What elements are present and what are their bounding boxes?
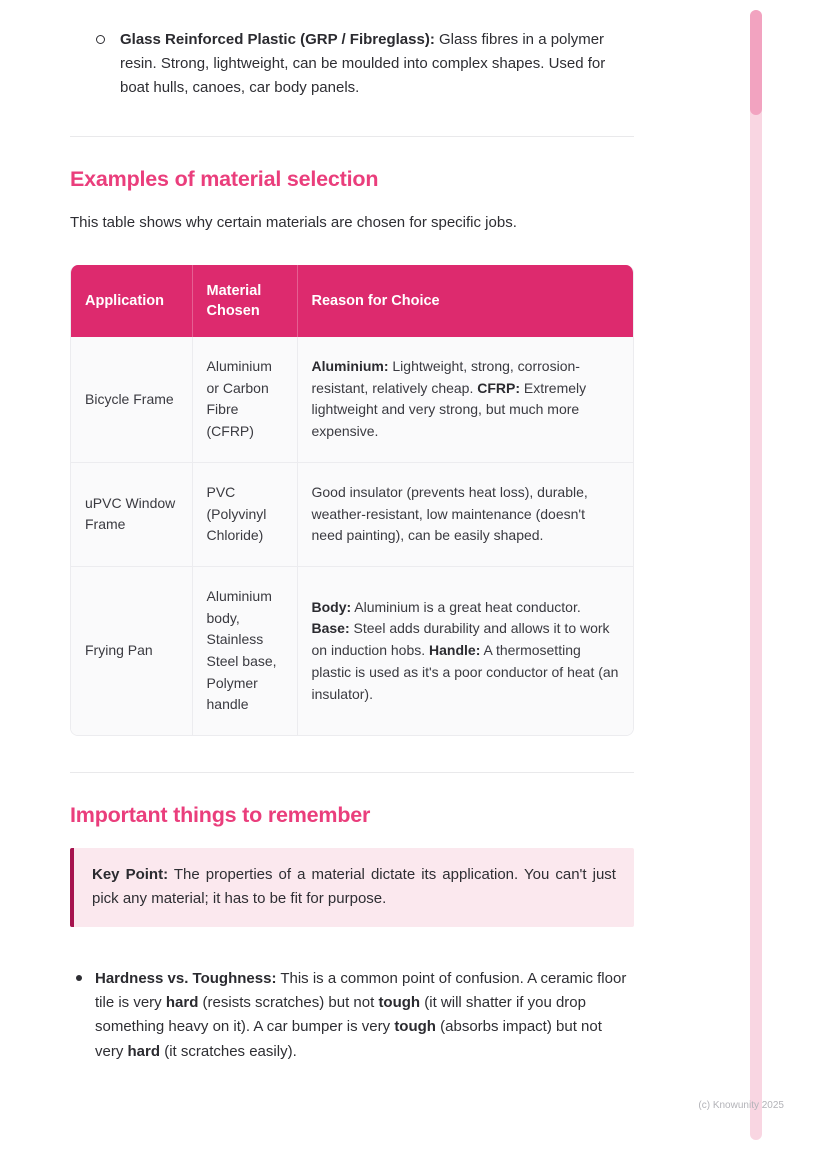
cell-material: PVC (Polyvinyl Chloride) [192, 462, 297, 566]
scrollbar-thumb[interactable] [750, 10, 762, 115]
document-content [70, 28, 634, 1064]
section-heading-examples: Examples of material selection [70, 167, 379, 191]
divider [70, 772, 634, 773]
cell-reason: Good insulator (prevents heat loss), durable, weather-resistant, low maintenance (doesn't need painting), can be easily shaped. [297, 462, 633, 566]
disc-bullet-marker [76, 975, 82, 981]
grp-bullet-text: Glass Reinforced Plastic (GRP / Fibreglass): Glass fibres in a polymer resin. Strong, lightweight, can be moulded into complex shapes. Used for boat hulls, canoes, car body panels. [120, 31, 606, 96]
cell-application: uPVC Window Frame [71, 462, 192, 566]
cell-material: Aluminium body, Stainless Steel base, Polymer handle [192, 566, 297, 735]
table-row [71, 337, 633, 462]
cell-reason: Body: Aluminium is a great heat conductor. Base: Steel adds durability and allows it to work on induction hobs. Handle: A thermosetting plastic is used as it's a poor conductor of heat (an insulator). [297, 566, 633, 735]
divider [70, 136, 634, 137]
table-header-row [71, 265, 633, 338]
table-row [71, 462, 633, 566]
hardness-bullet-text: Hardness vs. Toughness: This is a common point of confusion. A ceramic floor tile is very hard (resists scratches) but not tough (it will shatter if you drop something heavy on it). A car bumper is very tough (absorbs impact) but not very hard (it scratches easily). [95, 969, 627, 1060]
circle-bullet-marker [96, 35, 105, 44]
cell-application: Frying Pan [71, 566, 192, 735]
list-item-grp [70, 28, 634, 100]
cell-application: Bicycle Frame [71, 337, 192, 462]
table-header-application: Application [71, 265, 192, 338]
table-header-material: Material Chosen [192, 265, 297, 338]
cell-material: Aluminium or Carbon Fibre (CFRP) [192, 337, 297, 462]
composites-list [70, 28, 634, 100]
scrollbar-track[interactable] [750, 10, 762, 1140]
copyright-watermark: (c) Knowunity 2025 [698, 1100, 784, 1111]
cell-reason: Aluminium: Lightweight, strong, corrosion-resistant, relatively cheap. CFRP: Extremely lightweight and very strong, but much more expensive. [297, 337, 633, 462]
remember-list [70, 967, 634, 1064]
table-row [71, 566, 633, 735]
key-point-text: Key Point: The properties of a material dictate its application. You can't just pick any material; it has to be fit for purpose. [92, 866, 616, 908]
list-item-hardness-toughness [70, 967, 634, 1064]
key-point-callout [70, 848, 634, 927]
table-intro-text: This table shows why certain materials are chosen for specific jobs. [70, 214, 517, 231]
materials-table [70, 265, 634, 737]
section-heading-remember: Important things to remember [70, 803, 371, 828]
table-header-reason: Reason for Choice [297, 265, 633, 338]
